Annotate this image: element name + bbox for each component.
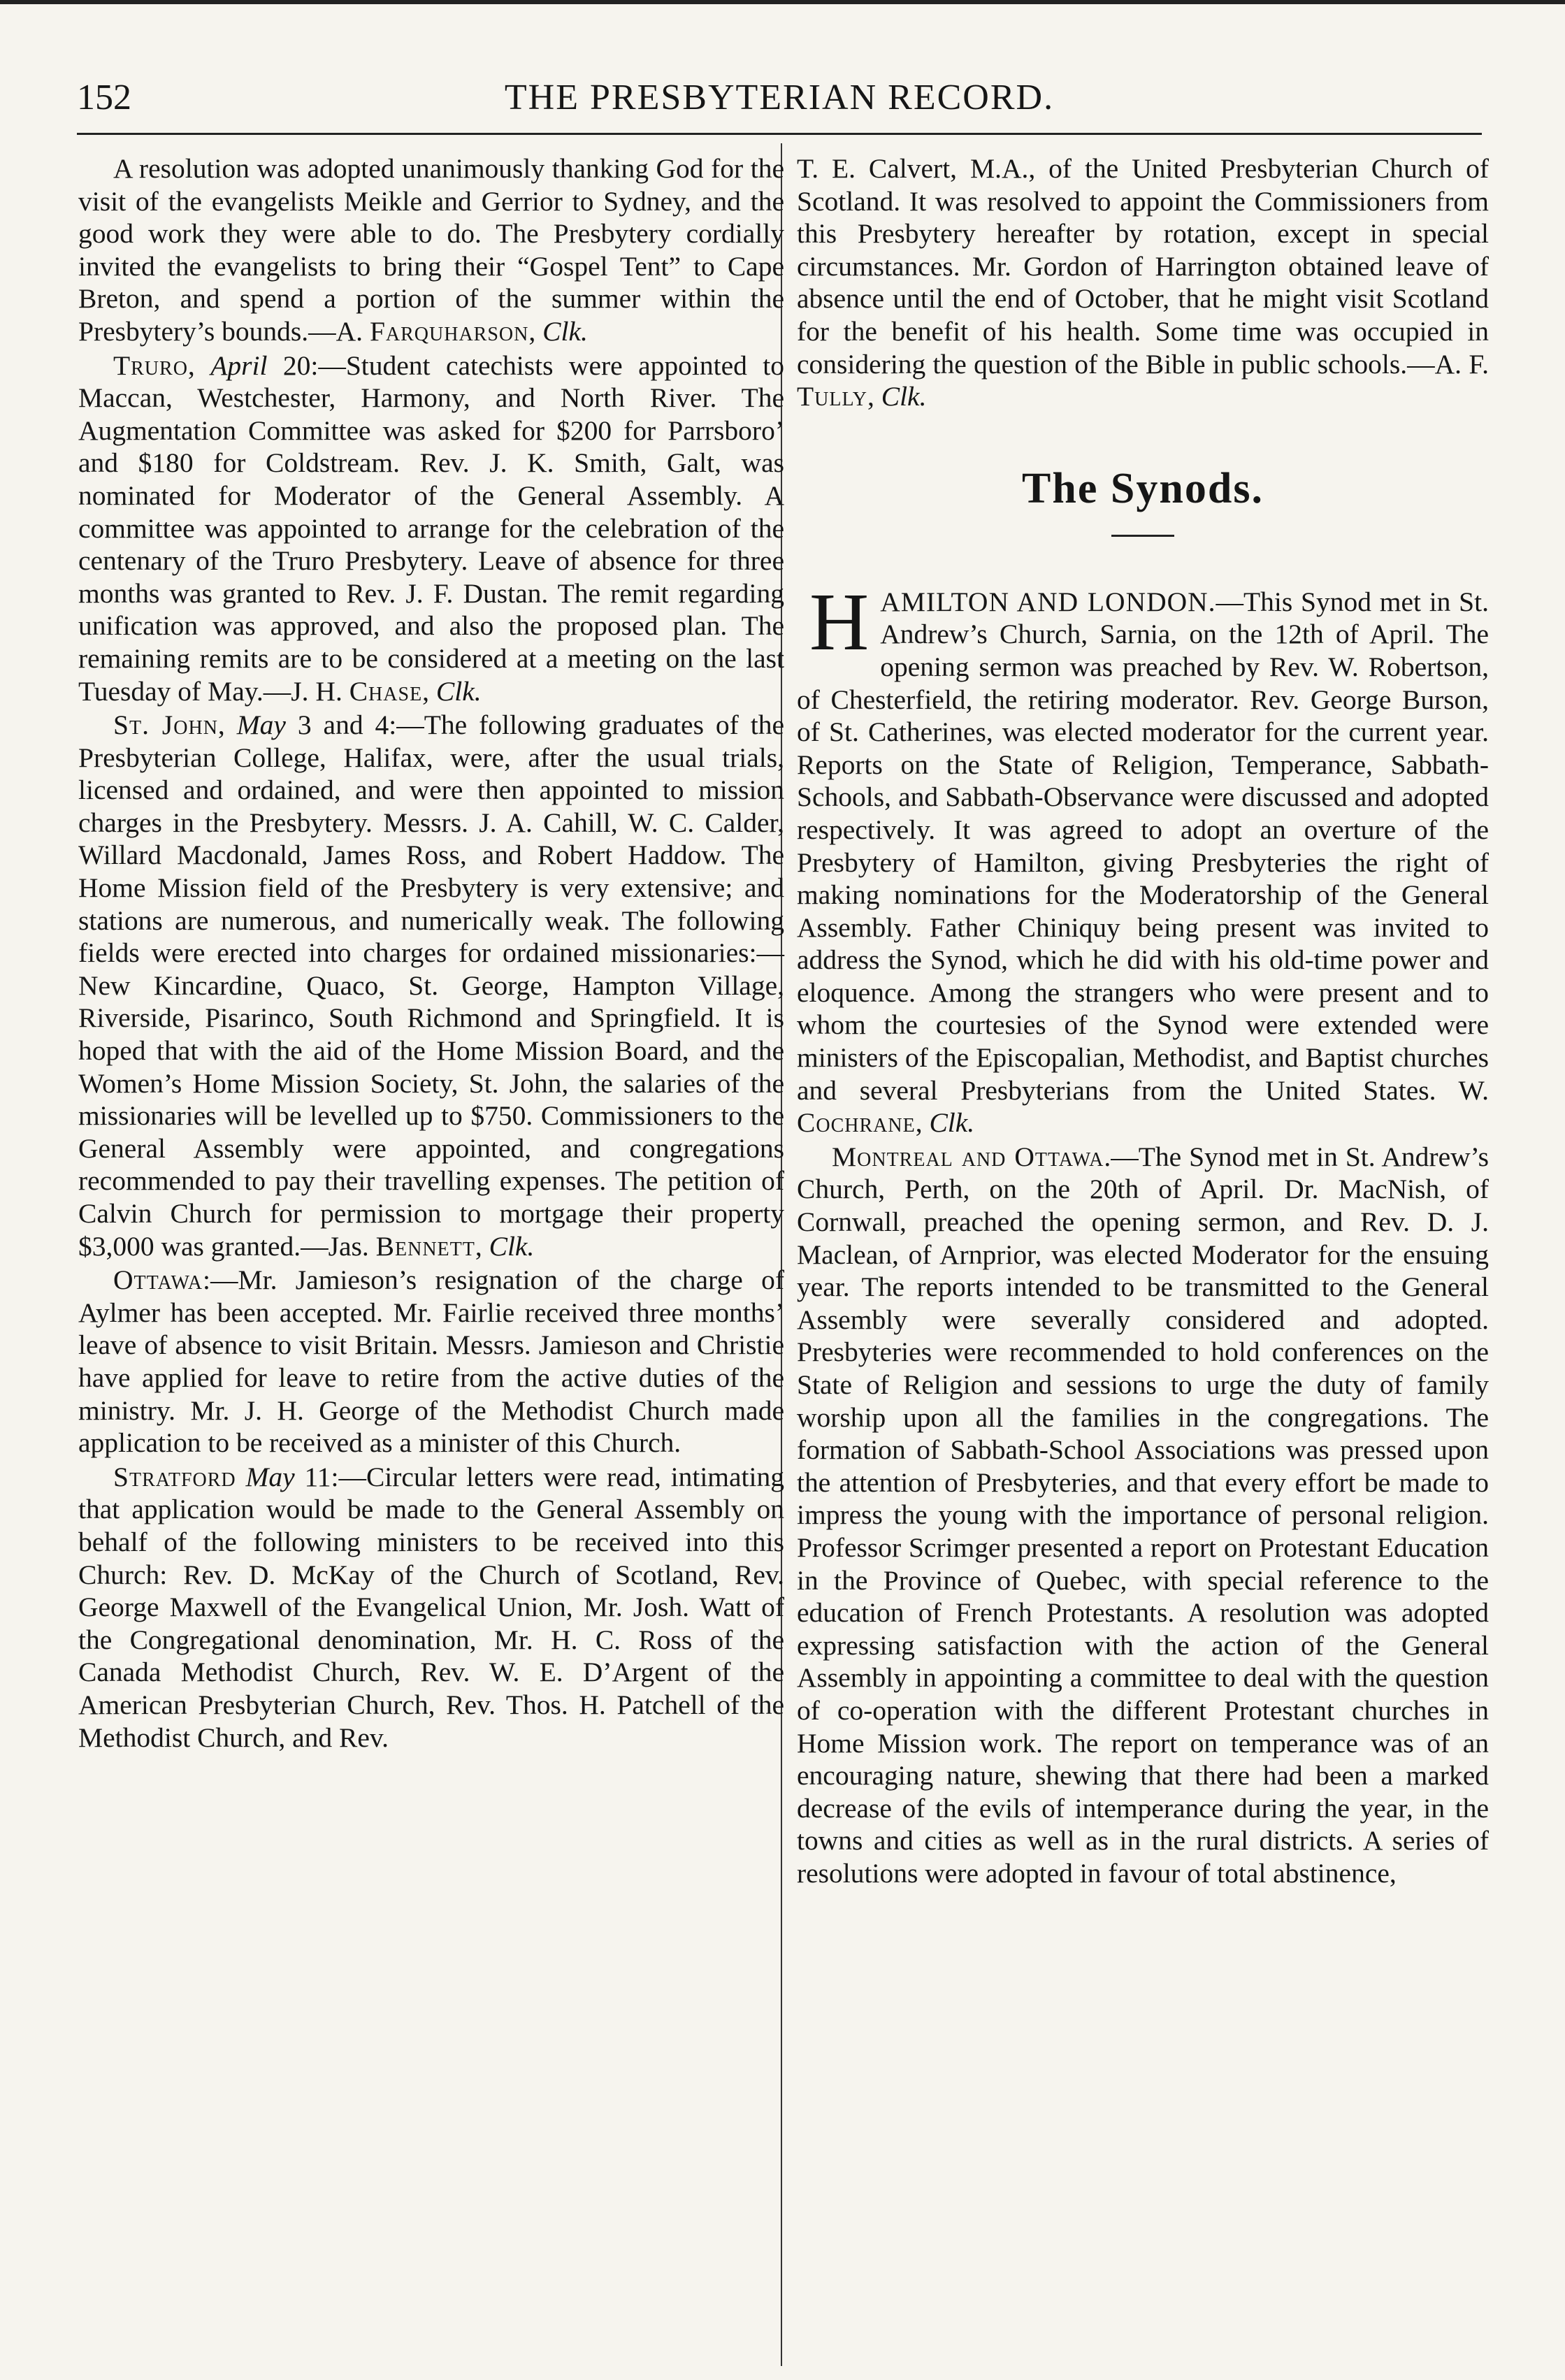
presbytery-name: Truro [113,349,188,381]
presbytery-name: Ottawa [113,1264,203,1296]
synod-name: AMILTON AND LONDON. [880,586,1216,617]
paragraph-stratford-continued: T. E. Calvert, M.A., of the United Presbyterian Church of Scotland. It was resolved to appoint the Commissioners from this Presbytery hereafter by rotation, except in special circumstances. Mr. Gordon of Harrington obtained leave of absence until the end of October, that he might visit Scotland for the benefit of his health. Some time was occupied in considering the question of the Bible in public schools.—A. F. Tully, Clk. [797,153,1489,412]
clerk-abbrev: Clk. [929,1107,975,1139]
presbytery-name: St. John [113,709,218,741]
paragraph-stratford: Stratford May 11:—Circular letters were read, intimating that application would be made to the General Assembly on behalf of the following ministers to be received into this Church: Rev. D. McKay of the Church of Scotland, Rev. George Maxwell of the Evangelical Union, Mr. Josh. Watt of the Congregational denomination, Mr. H. C. Ross of the Canada Methodist Church, Rev. W. E. D’Argent of the American Presbyterian Church, Rev. Thos. H. Patchell of the Methodist Church, and Rev. [78,1461,785,1753]
meeting-date: May [236,709,286,741]
signature: Cochrane [797,1107,916,1139]
presbytery-name: Stratford [113,1461,236,1492]
page-number: 152 [77,78,131,117]
meeting-date: May [245,1461,295,1492]
paragraph-montreal-ottawa: Montreal and Ottawa.—The Synod met in St. Andrew’s Church, Perth, on the 20th of April. Dr. MacNish, of Cornwall, preached the opening sermon, and Rev. D. J. Maclean, of Arnprior, was elected Moderator for the ensuing year. The reports intended to be transmitted to the General Assembly were severally considered and adopted. Presbyteries were recommended to hold conferences on the State of Religion and sessions to urge the duty of family worship upon all the families in the congregations. The formation of Sabbath-School Associations was pressed upon the attention of Presbyteries, and that every effort be made to impress the young with the importance of personal religion. Professor Scrimger presented a report on Protestant Education in the Province of Quebec, with special reference to the education of French Protestants. A resolution was adopted expressing satisfaction with the action of the General Assembly in appointing a committee to deal with the question of co-operation with the different Protestant churches in Home Mission work. The report on temperance was of an encouraging nature, shewing that there had been a marked decrease of the evils of intemperance during the year, in the towns and cities as well as in the rural districts. A series of resolutions were adopted in favour of total abstinence, [797,1141,1489,1889]
section-rule [1111,535,1174,537]
page-header [77,70,1482,133]
paragraph-st-john: St. John, May 3 and 4:—The following graduates of the Presbyterian College, Halifax, were, after the usual trials, licensed and ordained, and were then appointed to mission charges in the Presbytery. Messrs. J. A. Cahill, W. C. Calder, Willard Macdonald, James Ross, and Robert Haddow. The Home Mission field of the Presbytery is very extensive; and stations are numerous, and numerically weak. The following fields were erected into charges for ordained missionaries:—New Kincardine, Quaco, St. George, Hampton Village, Riverside, Pisarinco, South Richmond and Springfield. It is hoped that with the aid of the Home Mission Board, and the Women’s Home Mission Society, St. John, the salaries of the missionaries will be levelled up to $750. Commissioners to the General Assembly were appointed, and congregations recommended to pay their travelling expenses. The petition of Calvin Church for permission to mortgage their property $3,000 was granted.—Jas. Bennett, Clk. [78,709,784,1262]
synod-name: Montreal and Ottawa [832,1141,1104,1172]
signature: Farquharson [369,315,529,347]
paragraph-ottawa: Ottawa:—Mr. Jamieson’s resignation of the charge of Aylmer has been accepted. Mr. Fairlie received three months’ leave of absence to visit Britain. Messrs. Jamieson and Christie have applied for leave to retire from the active duties of the ministry. Mr. J. H. George of the Methodist Church made application to be received as a minister of this Church. [78,1264,784,1459]
top-border-rule [0,0,1565,4]
section-heading: The Synods. [1022,464,1264,512]
left-column [78,152,784,1755]
paragraph-hamilton-london: HAMILTON AND LONDON.—This Synod met in St. Andrew’s Church, Sarnia, on the 12th of April. The opening sermon was preached by Rev. W. Robertson, of Chesterfield, the retiring moderator. Rev. George Burson, of St. Catherines, was elected moderator for the current year. Reports on the State of Religion, Temperance, Sabbath-Schools, and Sabbath-Observance were discussed and adopted respectively. It was agreed to adopt an overture of the Presbytery of Hamilton, giving Presbyteries the right of making nominations for the Moderatorship of the General Assembly. Father Chiniquy being present was invited to address the Synod, which he did with his old-time power and eloquence. Among the strangers who were present and to whom the courtesies of the Synod were extended were ministers of the Episcopalian, Methodist, and Baptist churches and several Presbyterians from the United States. W. Cochrane, Clk. [797,575,1489,1139]
clerk-abbrev: Clk. [435,675,482,707]
signature: Bennett [375,1230,475,1262]
signature: Tully [797,381,867,412]
paragraph-truro: Truro, April 20:—Student catechists were appointed to Maccan, Westchester, Harmony, and North River. The Augmentation Committee was asked for $200 for Parrsboro’ and $180 for Coldstream. Rev. J. K. Smith, Galt, was nominated for Moderator of the General Assembly. A committee was appointed to arrange for the celebration of the centenary of the Truro Presbytery. Leave of absence for three months was granted to Rev. J. F. Dustan. The remit regarding unification was approved, and also the proposed plan. The remaining remits are to be considered at a meeting on the last Tuesday of May.—J. H. Chase, Clk. [78,349,785,707]
drop-cap: H [809,575,870,668]
right-column [797,152,1489,1891]
clerk-abbrev: Clk. [542,315,588,347]
signature: Chase [349,675,423,707]
clerk-abbrev: Clk. [489,1230,535,1262]
clerk-abbrev: Clk. [881,381,927,412]
running-title: THE PRESBYTERIAN RECORD. [504,78,1055,117]
meeting-date: April [210,349,268,381]
header-rule [77,133,1482,135]
paragraph-cape-breton: A resolution was adopted unanimously thanking God for the visit of the evangelists Meikle and Gerrior to Sydney, and the good work they were able to do. The Presbytery cordially invited the evangelists to bring their “Gospel Tent” to Cape Breton, and spend a portion of the summer within the Presbytery’s bounds.—A. Farquharson, Clk. [78,153,784,347]
